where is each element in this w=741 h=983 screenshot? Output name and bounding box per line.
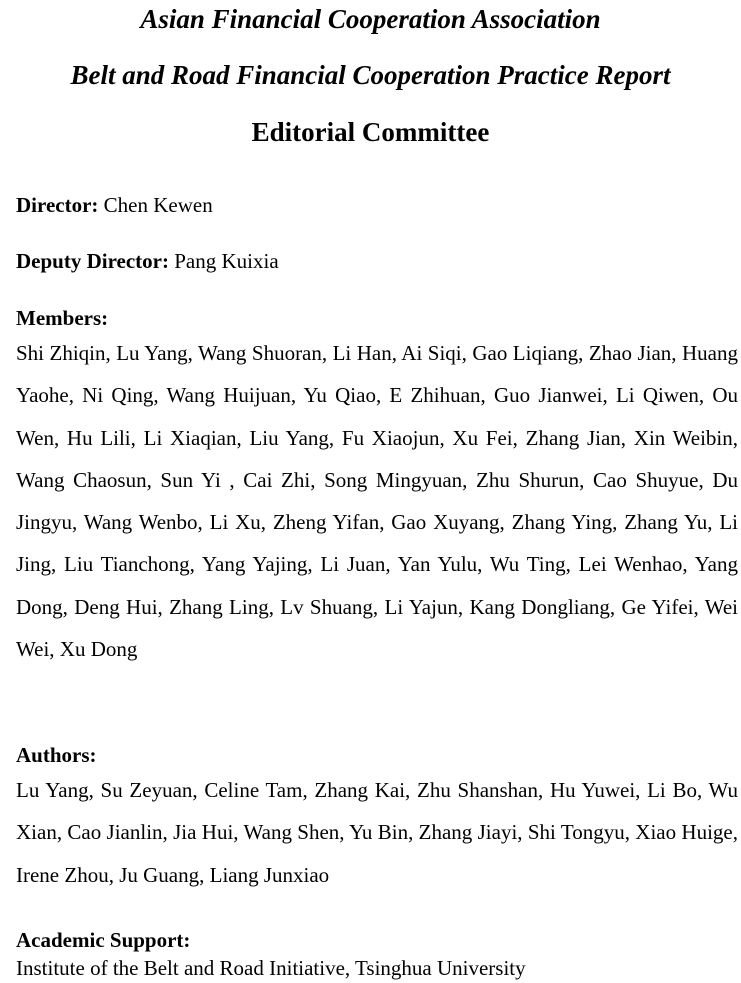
academic-support-value: Institute of the Belt and Road Initiative, Tsinghua University [16, 956, 526, 980]
members-label: Members: [16, 306, 109, 330]
director-row [16, 192, 213, 218]
director-value: Chen Kewen [103, 193, 213, 217]
title-report: Belt and Road Financial Cooperation Practice Report [70, 60, 671, 90]
deputy-director-label: Deputy Director: [16, 249, 169, 273]
title-organization: Asian Financial Cooperation Association [140, 4, 601, 34]
authors-label: Authors: [16, 743, 97, 767]
authors-list: Lu Yang, Su Zeyuan, Celine Tam, Zhang Kai, Zhu Shanshan, Hu Yuwei, Li Bo, Wu Xian, Cao Jianlin, Jia Hui, Wang Shen, Yu Bin, Zhang Jiayi, Shi Tongyu, Xiao Huige, Irene Zhou, Ju Guang, Liang Junxiao [16, 778, 738, 887]
deputy-director-value: Pang Kuixia [174, 249, 279, 273]
academic-support-label: Academic Support: [16, 928, 191, 952]
director-label: Director: [16, 193, 99, 217]
deputy-director-row [16, 248, 279, 274]
title-editorial-committee: Editorial Committee [251, 117, 490, 147]
members-list: Shi Zhiqin, Lu Yang, Wang Shuoran, Li Han, Ai Siqi, Gao Liqiang, Zhao Jian, Huang Yaohe, Ni Qing, Wang Huijuan, Yu Qiao, E Zhihuan, Guo Jianwei, Li Qiwen, Ou Wen, Hu Lili, Li Xiaqian, Liu Yang, Fu Xiaojun, Xu Fei, Zhang Jian, Xin Weibin, Wang Chaosun, Sun Yi , Cai Zhi, Song Mingyuan, Zhu Shurun, Cao Shuyue, Du Jingyu, Wang Wenbo, Li Xu, Zheng Yifan, Gao Xuyang, Zhang Ying, Zhang Yu, Li Jing, Liu Tianchong, Yang Yajing, Li Juan, Yan Yulu, Wu Ting, Lei Wenhao, Yang Dong, Deng Hui, Zhang Ling, Lv Shuang, Li Yajun, Kang Dongliang, Ge Yifei, Wei Wei, Xu Dong [16, 341, 738, 662]
